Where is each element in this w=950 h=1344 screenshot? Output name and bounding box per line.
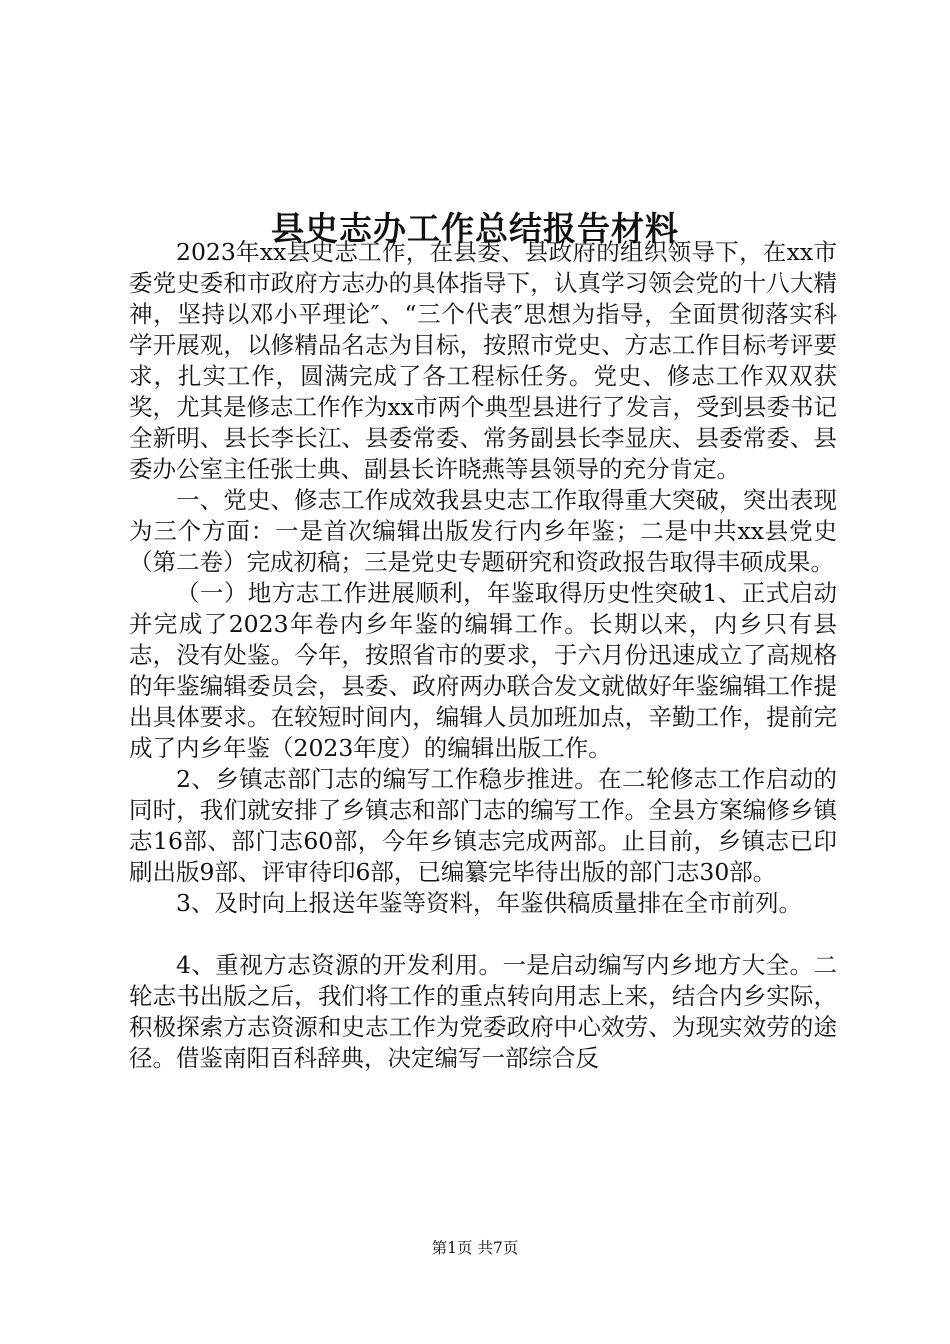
paragraph-intro: 2023年xx县史志工作，在县委、县政府的组织领导下，在xx市委党史委和市政府方志办的具体指导下，认真学习领会党的十八大精神，坚持以邓小平理论″、“三个代表″思想为指导，全面贯彻落实科学开展观，以修精品名志为目标，按照市党史、方志工作目标考评要求，扎实工作，圆满完成了各工程标任务。党史、修志工作双双获奖，尤其是修志工作作为xx市两个典型县进行了发言，受到县委书记全新明、县长李长江、县委常委、常务副县长李显庆、县委常委、县委办公室主任张士典、副县长许晓燕等县领导的充分肯定。 <box>129 238 838 483</box>
document-body <box>129 237 837 1074</box>
paragraph-item-4: 4、重视方志资源的开发利用。一是启动编写内乡地方大全。二轮志书出版之后，我们将工作的重点转向用志上来，结合内乡实际，积极探索方志资源和史志工作为党委政府中心效劳、为现实效劳的途径。借鉴南阳百科辞典，决定编写一部综合反 <box>129 951 837 1072</box>
page-total: 共7页 <box>477 1239 519 1257</box>
paragraph-subsection-yearbook: （一）地方志工作进展顺利，年鉴取得历史性突破1、正式启动并完成了2023年卷内乡年鉴的编辑工作。长期以来，内乡只有县志，没有处鉴。今年，按照省市的要求，于六月份迅速成立了高规格的年鉴编辑委员会，县委、政府两办联合发文就做好年鉴编辑工作提出具体要求。在较短时间内，编辑人员加班加点，辛勤工作，提前完成了内乡年鉴（2023年度）的编辑出版工作。 <box>129 579 837 762</box>
page-number: 第1页 <box>431 1239 473 1257</box>
paragraph-section-one: 一、党史、修志工作成效我县史志工作取得重大突破，突出表现为三个方面：一是首次编辑出版发行内乡年鉴；二是中共xx县党史（第二卷）完成初稿；三是党史专题研究和资政报告取得丰硕成果。 <box>129 486 837 576</box>
document-title: 县史志办工作总结报告材料 <box>271 209 679 249</box>
paragraph-item-2: 2、乡镇志部门志的编写工作稳步推进。在二轮修志工作启动的同时，我们就安排了乡镇志和部门志的编写工作。全县方案编修乡镇志16部、部门志60部，今年乡镇志完成两部。止目前，乡镇志已印刷出版9部、评审待印6部，已编纂完毕待出版的部门志30部。 <box>129 765 837 886</box>
paragraph-item-3: 3、及时向上报送年鉴等资料，年鉴供稿质量排在全市前列。 <box>176 889 802 917</box>
page-footer <box>0 1237 950 1259</box>
